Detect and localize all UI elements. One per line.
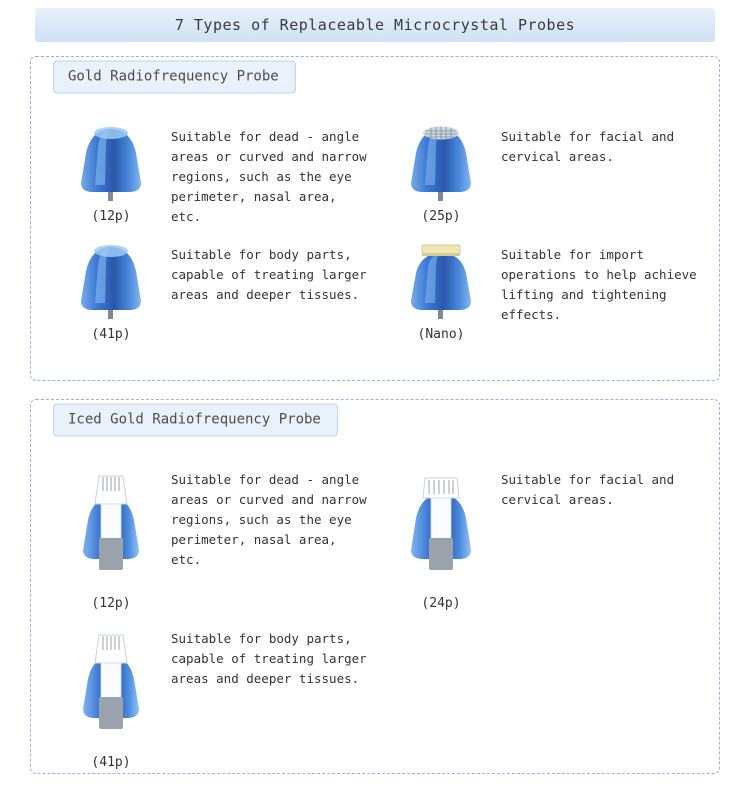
probe-figure: [59, 464, 163, 611]
probe-figure: [59, 121, 163, 224]
probe-description: Suitable for facial and cervical areas.: [501, 129, 675, 164]
probe-description: Suitable for body parts, capable of treating larger areas and deeper tissues.: [171, 247, 367, 302]
probe-description: Suitable for dead - angle areas or curved and narrow regions, such as the eye perimeter, nasal area, etc.: [171, 129, 367, 224]
probe-description: Suitable for dead - angle areas or curved and narrow regions, such as the eye perimeter, nasal area, etc.: [171, 472, 367, 567]
probe-item: [375, 115, 705, 233]
probe-item: [375, 233, 705, 348]
probe-figure: [389, 239, 493, 342]
probe-description: Suitable for body parts, capable of treating larger areas and deeper tissues.: [171, 631, 367, 686]
probe-caption: (25p): [421, 209, 461, 224]
section-label: Iced Gold Radiofrequency Probe: [53, 404, 338, 437]
probe-figure: [389, 121, 493, 224]
probe-item: [45, 458, 375, 617]
probe-figure: [389, 464, 493, 611]
probe-description: Suitable for facial and cervical areas.: [501, 472, 675, 507]
probe-grid: [31, 458, 719, 776]
probe-iced-wide-icon: [389, 464, 493, 592]
section-iced-gold-radiofrequency-probe: [30, 399, 720, 774]
probe-item: [45, 115, 375, 233]
section-gold-radiofrequency-probe: [30, 56, 720, 381]
section-label: Gold Radiofrequency Probe: [53, 61, 296, 94]
probe-caption: (Nano): [417, 327, 465, 342]
page-title: 7 Types of Replaceable Microcrystal Probes: [174, 16, 576, 34]
probe-dome-gold-icon: [389, 239, 493, 323]
probe-caption: (12p): [91, 596, 131, 611]
probe-grid: [31, 115, 719, 348]
probe-item: [45, 617, 375, 776]
probe-caption: (12p): [91, 209, 131, 224]
probe-caption: (24p): [421, 596, 461, 611]
probe-description: Suitable for import operations to help achieve lifting and tightening effects.: [501, 247, 697, 322]
probe-dome-icon: [59, 121, 163, 205]
probe-figure: [59, 623, 163, 770]
probe-caption: (41p): [91, 755, 131, 770]
probe-dome-icon: [59, 239, 163, 323]
probe-item: [45, 233, 375, 348]
probe-caption: (41p): [91, 327, 131, 342]
probe-iced-icon: [59, 623, 163, 751]
probe-figure: [59, 239, 163, 342]
probe-iced-icon: [59, 464, 163, 592]
probe-dome-grid-icon: [389, 121, 493, 205]
probe-item: [375, 458, 705, 617]
page-header: [35, 8, 715, 42]
